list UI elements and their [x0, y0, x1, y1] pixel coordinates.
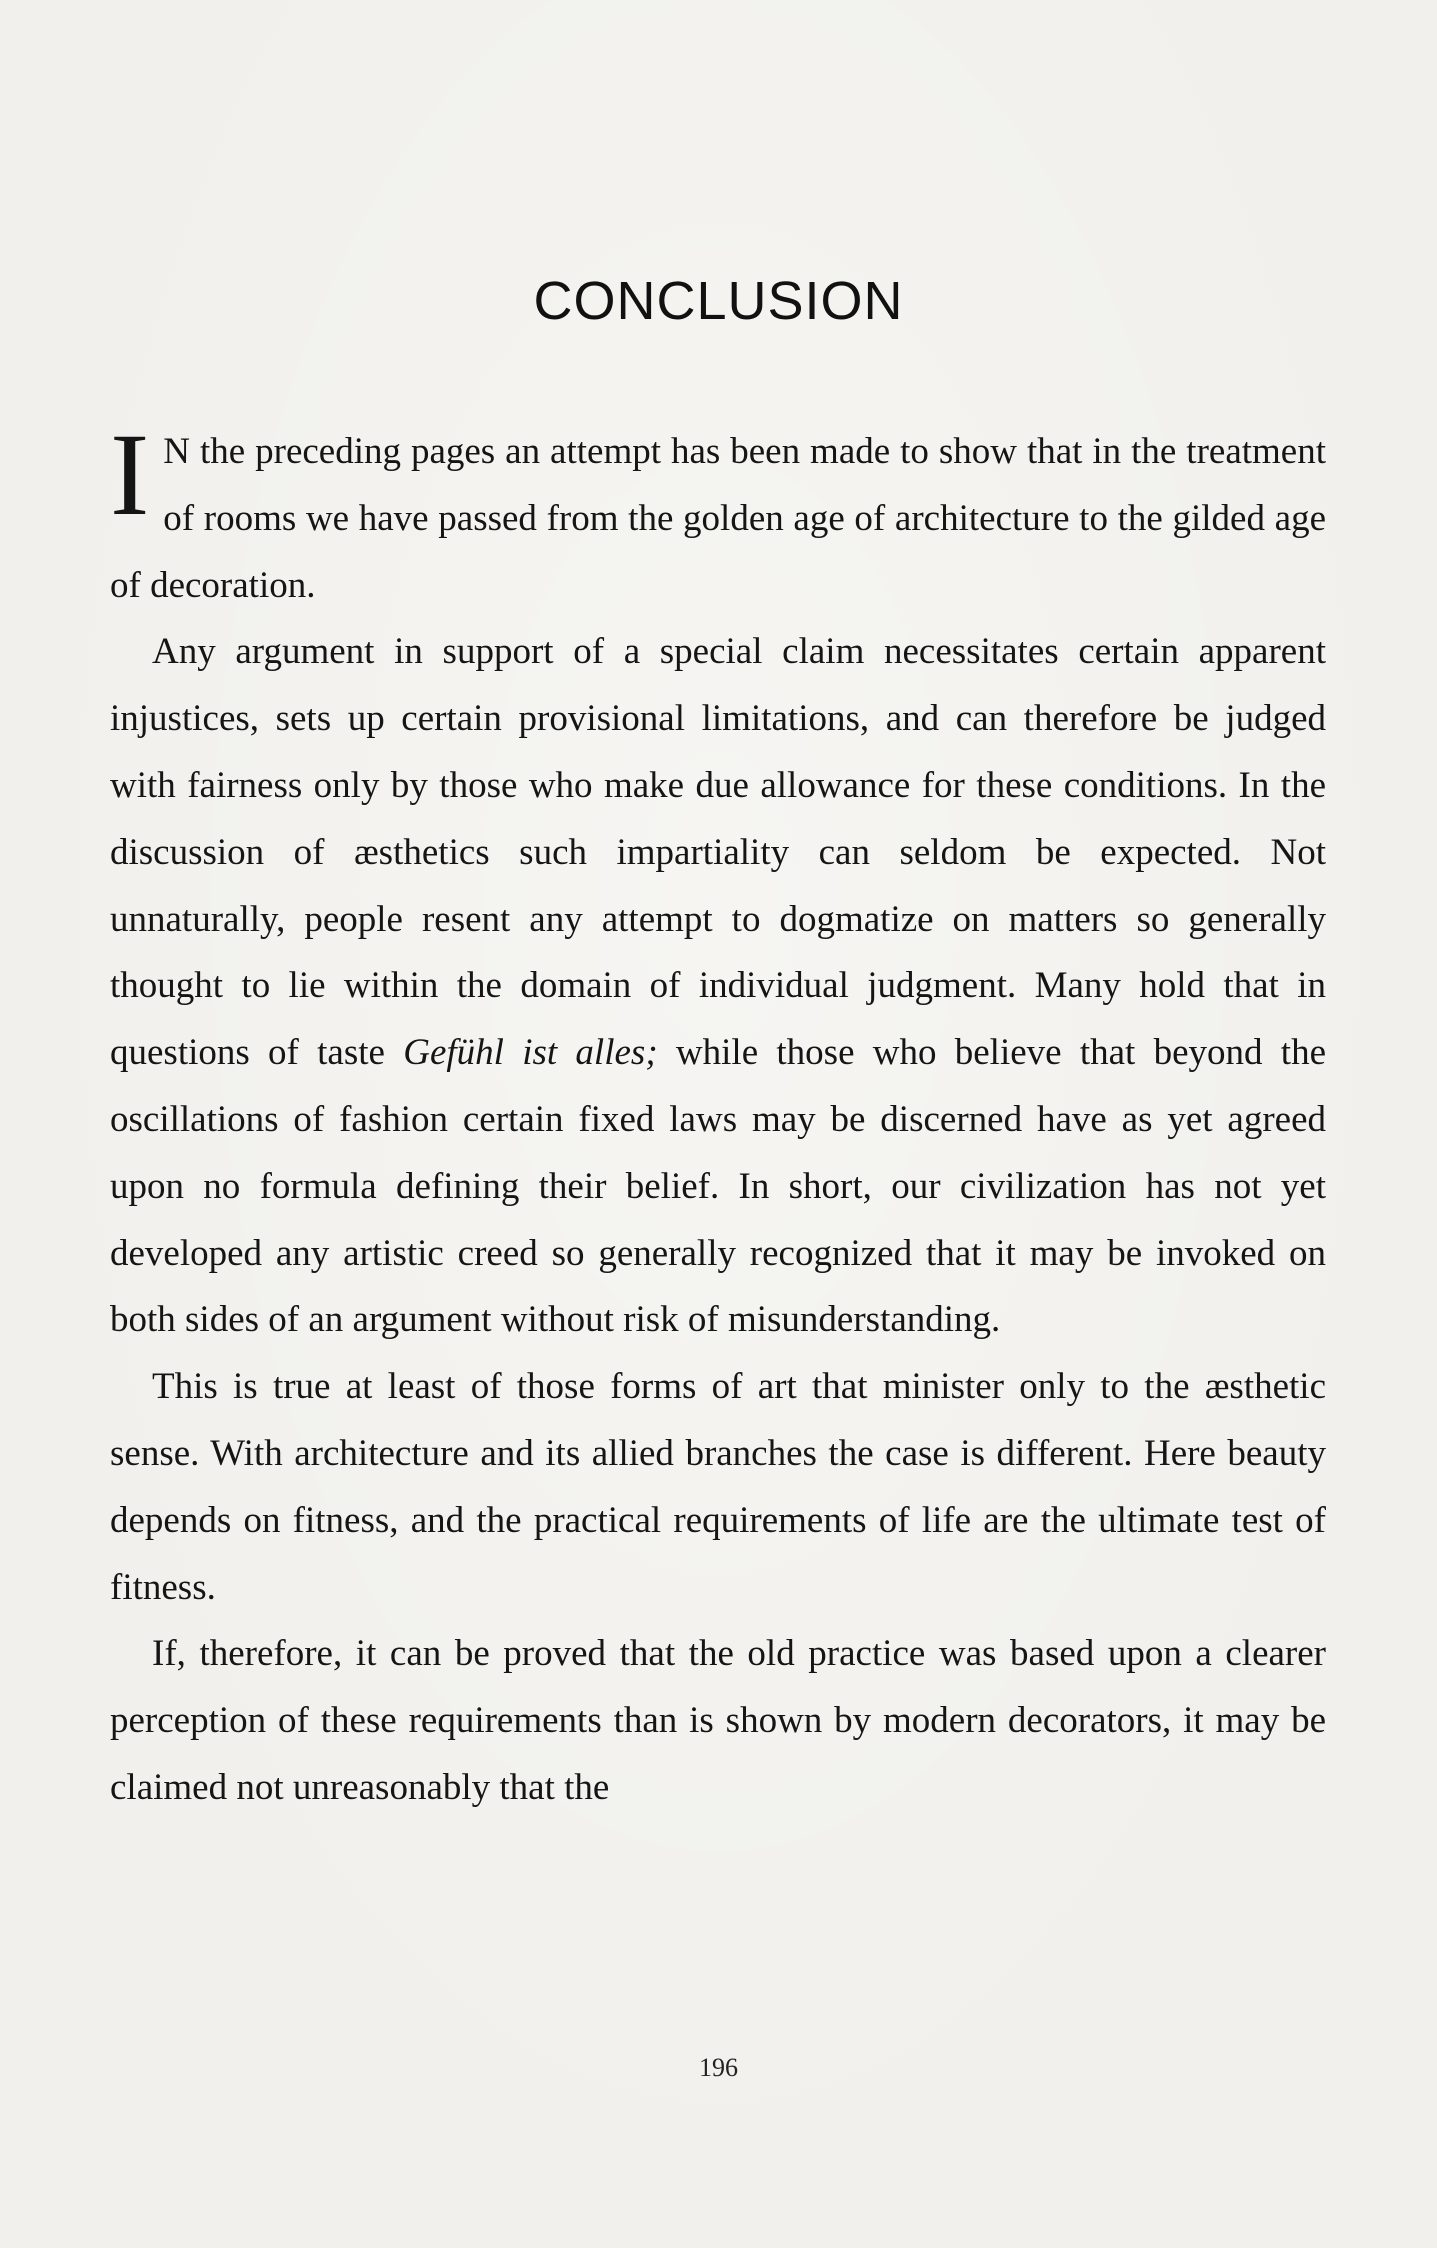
- drop-cap: I: [110, 409, 150, 540]
- paragraph-3: This is true at least of those forms of art that minister only to the æsthetic sense. With architecture and its allied branches the case is different. Here beauty depends on fitness, and the practical requirements of life are the ultimate test of fitness.: [110, 1366, 1326, 1608]
- page-number: 196: [699, 2053, 738, 2082]
- paragraph-4: If, therefore, it can be proved that the old practice was based upon a clearer perception of these requirements than is shown by modern decorators, it may be claimed not unreasonably that the: [110, 1633, 1326, 1808]
- paragraph-2-text-after: while those who believe that beyond the oscillations of fashion certain fixed laws may be discerned have as yet agreed upon no formula defining their belief. In short, our civilization has not yet developed any artistic creed so generally recognized that it may be invoked on both sides of an argument without risk of misunderstanding.: [110, 1032, 1327, 1341]
- body-text: [110, 409, 1327, 1822]
- paragraph-2: [110, 619, 1326, 1354]
- italic-phrase: Gefühl ist alles;: [403, 1032, 658, 1074]
- chapter-title: CONCLUSION: [533, 271, 904, 331]
- paragraph-2-text-before: Any argument in support of a special claim necessitates certain apparent injustices, sets up certain provisional limitations, and can therefore be judged with fairness only by those who make due allowance for these conditions. In the discussion of æsthetics such impartiality can seldom be expected. Not unnaturally, people resent any attempt to dogmatize on matters so generally thought to lie within the domain of individual judgment. Many hold that in questions of taste: [110, 631, 1326, 1074]
- paragraph-1: [110, 409, 1326, 619]
- paragraph-1-text: N the preceding pages an attempt has been made to show that in the treatment of rooms we have passed from the golden age of architecture to the gilded age of decoration.: [110, 431, 1326, 606]
